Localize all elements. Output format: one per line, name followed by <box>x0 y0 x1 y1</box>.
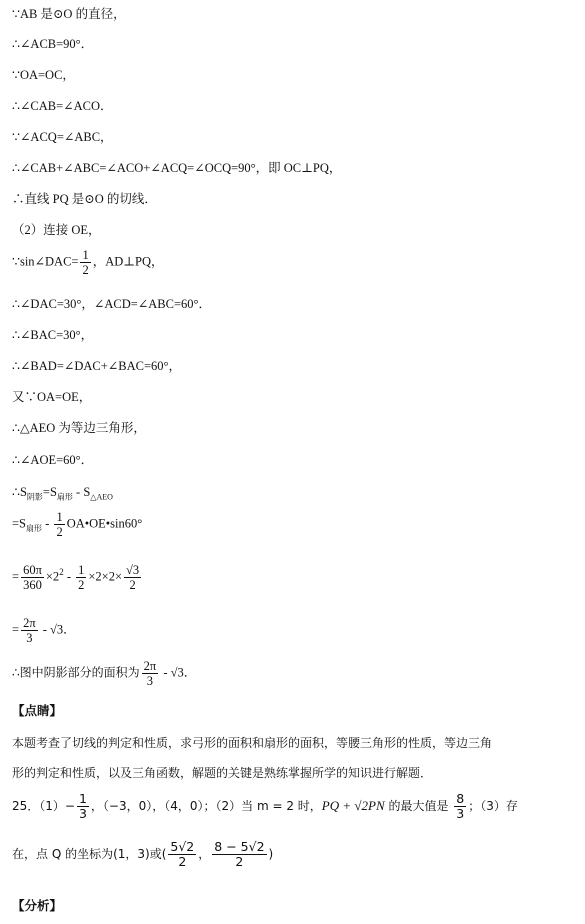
fraction-8-3 <box>454 792 466 821</box>
calc-line <box>12 563 143 592</box>
fraction-1-2 <box>76 563 86 592</box>
fraction-one-half <box>80 248 90 277</box>
sector-line <box>12 510 142 539</box>
q25-comma: ， <box>198 847 211 861</box>
proof-line-15: ∴∠AOE=60°． <box>12 453 94 467</box>
fraction-denominator: 360 <box>21 577 44 592</box>
result-eq: = <box>12 622 20 637</box>
proof-line-4: ∴∠CAB=∠ACO． <box>12 99 113 113</box>
proof-line-12: ∴∠BAD=∠DAC+∠BAC=60°， <box>12 359 182 373</box>
fraction-numerator: 1 <box>56 510 63 524</box>
triangle-sub: △AEO <box>90 492 113 502</box>
area-suffix: - √3． <box>160 665 197 680</box>
fraction-numerator: 5√2 <box>170 839 195 854</box>
result-suffix: - √3． <box>39 622 76 637</box>
fraction-denominator: 2 <box>212 854 266 869</box>
q25-mid3: ；（3）存 <box>468 799 518 813</box>
q25-close: ) <box>268 847 274 861</box>
q25-prefix: 25．（1）− <box>12 799 75 813</box>
fraction-denominator: 3 <box>78 806 87 821</box>
result-line <box>12 616 76 645</box>
point-text-line-1: 本题考查了切线的判定和性质，求弓形的面积和扇形的面积，等腰三角形的性质，等边三角 <box>12 736 493 750</box>
sector-minus: - <box>42 516 53 531</box>
fraction-denominator: 3 <box>456 806 465 821</box>
proof-line-6: ∴∠CAB+∠ABC=∠ACO+∠ACQ=∠OCQ=90°，即 OC⊥PQ， <box>12 161 342 175</box>
shadow-sub: 阴影 <box>26 492 43 502</box>
fraction-denominator: 3 <box>142 673 159 688</box>
proof-line-10: ∴∠DAC=30°，∠ACD=∠ABC=60°． <box>12 297 212 311</box>
area-line <box>12 659 196 688</box>
fraction-numerator: √3 <box>126 563 140 577</box>
fraction-denominator: 2 <box>56 525 63 539</box>
q25-line-1 <box>12 792 518 821</box>
fraction-60pi-360 <box>21 563 44 592</box>
q25-line2-prefix: 在，点 Q 的坐标为(1，3)或( <box>12 847 167 861</box>
calc-exponent: 2 <box>59 567 64 578</box>
fraction-denominator: 3 <box>21 630 38 645</box>
sin-suffix: ，AD⊥PQ， <box>92 254 164 269</box>
fraction-8-minus-5sqrt2-2 <box>212 840 266 869</box>
proof-line-14: ∴△AEO 为等边三角形， <box>12 421 146 435</box>
proof-line-2: ∴∠ACB=90°． <box>12 37 94 51</box>
fraction-denominator: 2 <box>168 854 196 869</box>
fraction-numerator: 8 <box>456 791 465 806</box>
calc-minus: - <box>63 569 75 584</box>
fraction-numerator: 1 <box>78 563 85 577</box>
proof-line-7: ∴直线 PQ 是⊙O 的切线． <box>12 192 157 206</box>
sin-line <box>12 248 164 277</box>
analysis-header: 【分析】 <box>12 898 63 913</box>
sector-sub: 扇形 <box>56 492 73 502</box>
fraction-denominator: 2 <box>78 578 85 592</box>
fraction-denominator: 2 <box>124 577 141 592</box>
shadow-area-line <box>12 484 113 506</box>
fraction-numerator: 60π <box>23 563 42 577</box>
fraction-1-3 <box>77 792 89 821</box>
shadow-s: ∴S <box>12 485 27 499</box>
proof-line-5: ∵∠ACQ=∠ABC， <box>12 130 113 144</box>
calc-times: ×2×2× <box>88 569 123 584</box>
q25-mid1: ，（−3，0），（4，0）；（2）当 m = 2 时， <box>90 799 322 813</box>
q25-mid2: 的最大值是 <box>384 799 453 813</box>
fraction-numerator: 2π <box>143 659 157 673</box>
sin-prefix: ∵sin∠DAC= <box>12 254 79 269</box>
shadow-eq-s: =S <box>42 485 57 499</box>
q25-expr: PQ + √2PN <box>321 798 385 813</box>
area-prefix: ∴图中阴影部分的面积为 <box>12 665 140 680</box>
calc-eq: = <box>12 569 20 584</box>
fraction-numerator: 2π <box>23 616 36 630</box>
proof-line-8: （2）连接 OE， <box>12 223 101 237</box>
proof-line-3: ∵OA=OC， <box>12 68 75 82</box>
fraction-numerator: 1 <box>78 791 87 806</box>
calc-times-2: ×2 <box>45 569 60 584</box>
fraction-numerator: 8 − 5√2 <box>214 839 265 854</box>
q25-line-2 <box>12 840 273 869</box>
fraction-5sqrt2-2 <box>168 840 196 869</box>
fraction-sqrt3-2 <box>124 563 141 592</box>
fraction-2pi-3-b <box>142 659 159 688</box>
sector-suffix: OA•OE•sin60° <box>66 516 143 531</box>
point-header: 【点睛】 <box>12 703 63 718</box>
fraction-numerator: 1 <box>82 248 89 262</box>
fraction-2pi-3 <box>21 616 38 645</box>
point-text-line-2: 形的判定和性质，以及三角函数，解题的关键是熟练掌握所学的知识进行解题． <box>12 766 433 780</box>
minus-s: - S <box>72 485 91 499</box>
fraction-one-half-2 <box>54 510 64 539</box>
sector-sub-2: 扇形 <box>26 523 43 533</box>
proof-line-13: 又∵OA=OE， <box>12 390 92 404</box>
sector-eq-s: =S <box>12 516 27 531</box>
fraction-denominator: 2 <box>82 263 89 277</box>
proof-line-1: ∵AB 是⊙O 的直径， <box>12 7 126 21</box>
proof-line-11: ∴∠BAC=30°， <box>12 328 94 342</box>
